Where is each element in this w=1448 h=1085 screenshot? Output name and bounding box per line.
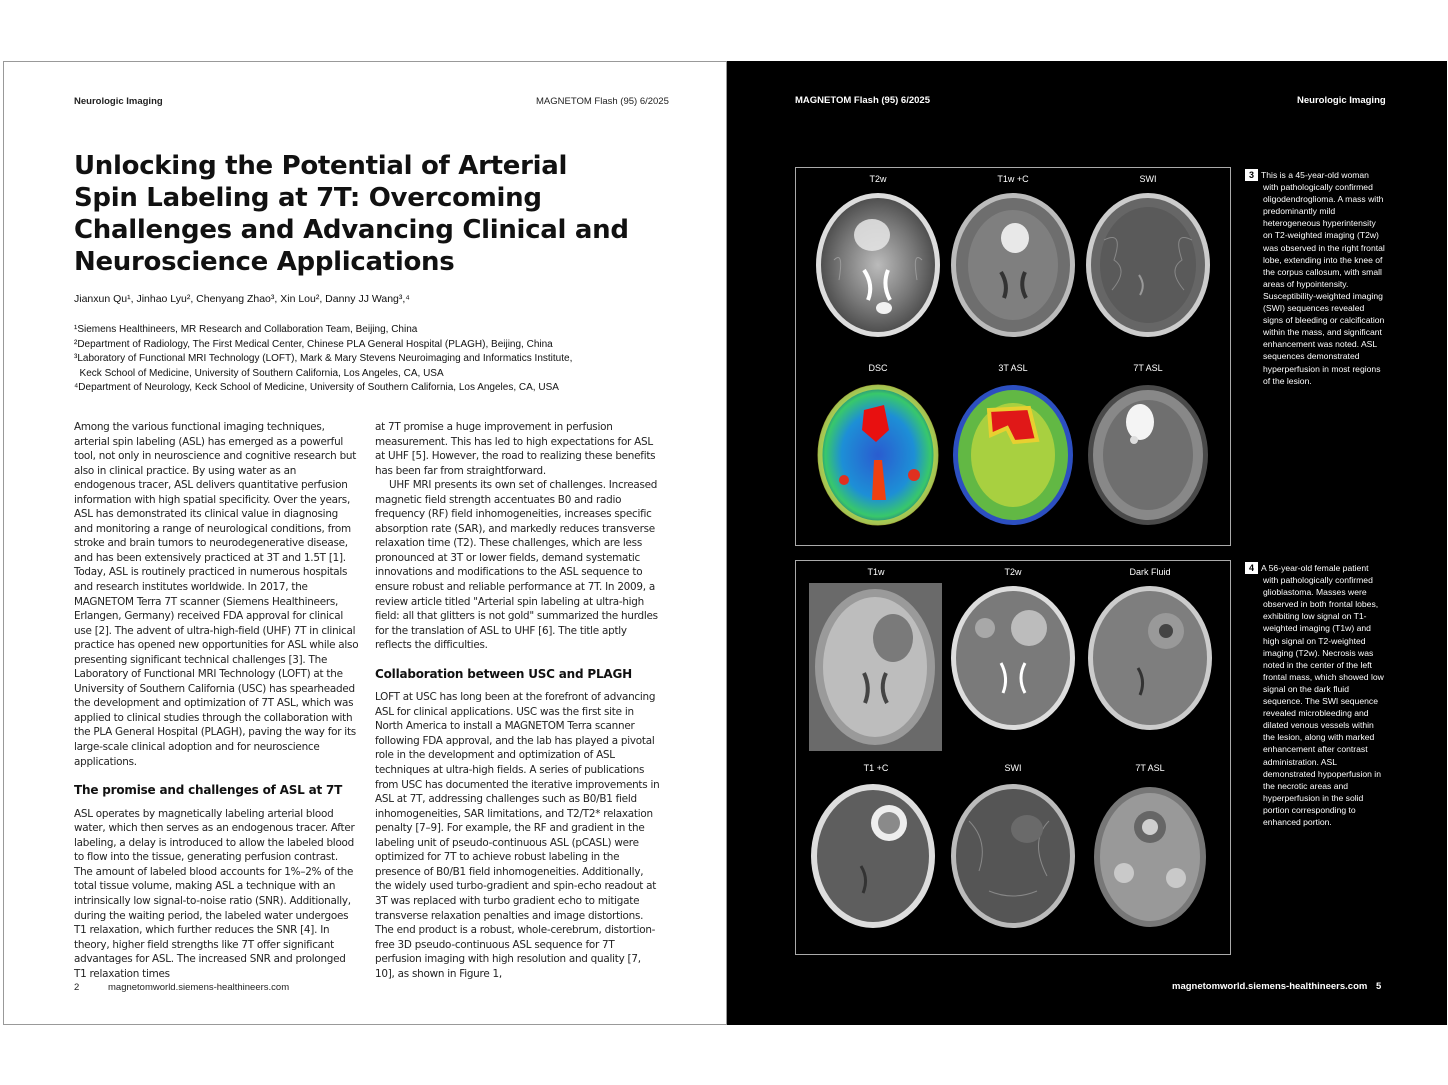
figure-label: 3T ASL bbox=[998, 363, 1028, 373]
footer-url[interactable]: magnetomworld.siemens-healthineers.com bbox=[108, 982, 290, 993]
paragraph: ASL operates by magnetically labeling arterial blood water, which then serves as an endogenous tracer. After labeling, a delay is introduced to allow the labeled blood to flow into the tissue, generating perfusion contrast. The amount of labeled blood accounts for 1%–2% of the total tissue volume, making ASL a technique with an intrinsically low signal-to-noise ratio (SNR). Additionally, during the waiting period, the labeled water undergoes T1 relaxation, which further reduces the SNR [4]. In theory, higher field strengths like 7T offer significant advantages for ASL. The increased SNR and prolonged T1 relaxation times bbox=[74, 807, 355, 980]
authors: Jianxun Qu¹, Jinhao Lyu², Chenyang Zhao³, Xin Lou², Danny JJ Wang³,⁴ bbox=[74, 293, 410, 305]
mri-t1w-image bbox=[809, 583, 942, 751]
section-header: Neurologic Imaging bbox=[74, 96, 163, 107]
mri-t1-contrast-image bbox=[809, 781, 937, 931]
paragraph: at 7T promise a huge improvement in perfusion measurement. This has led to high expectations for ASL at UHF [5]. However, the road to realizing these benefits has been far from straightforward. bbox=[375, 421, 656, 477]
mri-swi-image bbox=[1084, 190, 1212, 340]
magazine-spread bbox=[3, 61, 1447, 1025]
affiliation: ⁴Department of Neurology, Keck School of Medicine, University of Southern California, Los Angeles, CA, USA bbox=[74, 382, 559, 393]
mri-dark-fluid-image bbox=[1086, 583, 1214, 733]
section-header: Neurologic Imaging bbox=[1297, 95, 1386, 106]
section-heading: Collaboration between USC and PLAGH bbox=[375, 666, 632, 681]
figure-label: T1w bbox=[867, 567, 885, 577]
figure-label: T2w bbox=[1004, 567, 1022, 577]
mri-swi-image bbox=[949, 781, 1077, 931]
text-column-2 bbox=[375, 420, 660, 981]
paragraph: Among the various functional imaging techniques, arterial spin labeling (ASL) has emerged as a powerful tool, not only in neuroscience and cognitive research but also in clinical practice. By using water as an endogenous tracer, ASL delivers quantitative perfusion information with high spatial specificity. Over the years, ASL has demonstrated its clinical value in diagnosing and monitoring a range of neurological conditions, from stroke and brain tumors to neurodegenerative disease, and has been extensively practiced at 3T and 1.5T [1]. Today, ASL is routinely practiced in numerous hospitals and research institutes worldwide. In 2017, the MAGNETOM Terra 7T scanner (Siemens Healthineers, Erlangen, Germany) received FDA approval for clinical use [2]. The advent of ultra-high-field (UHF) 7T in clinical practice has opened new opportunities for ASL while also presenting significant technical challenges [3]. The Laboratory of Functional MRI Technology (LOFT) at the University of Southern California (USC) has spearheaded the development and optimization of 7T ASL, which was applied to clinical studies through the collaboration with the PLA General Hospital (PLAGH), paving the way for its large-scale clinical adoption and for neuroscience applications. bbox=[74, 421, 359, 768]
figure-label: SWI bbox=[1139, 174, 1157, 184]
figure-4 bbox=[795, 560, 1231, 955]
page-number: 5 bbox=[1376, 981, 1382, 992]
affiliation: ¹Siemens Healthineers, MR Research and Collaboration Team, Beijing, China bbox=[74, 324, 418, 335]
section-heading: The promise and challenges of ASL at 7T bbox=[74, 783, 343, 798]
issue-header: MAGNETOM Flash (95) 6/2025 bbox=[795, 95, 930, 106]
mri-t2w-image bbox=[814, 190, 942, 340]
figure-3-caption bbox=[1248, 169, 1385, 387]
paragraph: LOFT at USC has long been at the forefront of advancing ASL for clinical applications. USC was the first site in North America to install a MAGNETOM Terra scanner following FDA approval, and the lab has played a pivotal role in the development and optimization of ASL techniques at ultra-high fields. A series of publications from USC has documented the iterative improvements in ASL at 7T, addressing challenges such as B0/B1 field inhomogeneities, SAR limitations, and T2/T2* relaxation penalty [7–9]. For example, the RF and gradient in the labeling unit of pseudo-continuous ASL (pCASL) were optimized for 7T to achieve robust labeling in the presence of B0/B1 field inhomogeneities. Additionally, the widely used turbo-gradient and spin-echo readout at 3T was replaced with turbo gradient echo to mitigate transverse relaxation penalties and image distortions. The end product is a robust, whole-cerebrum, distortion-free 3D pseudo-continuous ASL sequence for 7T perfusion imaging with high resolution and quality [7, 10], as shown in Figure 1, bbox=[375, 691, 660, 980]
figure-label: SWI bbox=[1004, 763, 1022, 773]
affiliation: ²Department of Radiology, The First Medical Center, Chinese PLA General Hospital (PLAGH), Beijing, China bbox=[74, 338, 553, 350]
issue-header: MAGNETOM Flash (95) 6/2025 bbox=[536, 96, 669, 107]
page-number: 2 bbox=[74, 982, 80, 993]
figure-label: T1 +C bbox=[863, 763, 889, 773]
paragraph: UHF MRI presents its own set of challenges. Increased magnetic field strength accentuates B0 and radio frequency (RF) field inhomogeneities, increases specific absorption rate (SAR), and markedly reduces transverse relaxation time (T2). These challenges, which are less pronounced at 3T or lower fields, demand systematic innovations and modifications to the ASL sequence to ensure robust and reliable performance at 7T. In 2009, a review article titled "Arterial spin labeling at ultra-high field: all that glitters is not gold" summarized the hurdles for the translation of ASL to UHF [6]. The title aptly reflects the difficulties. bbox=[375, 479, 658, 652]
affiliation: Keck School of Medicine, University of Southern California, Los Angeles, CA, USA bbox=[74, 367, 444, 379]
left-page bbox=[3, 61, 727, 1025]
mri-7t-asl-image bbox=[1086, 783, 1214, 931]
caption-text: A 56-year-old female patient with pathologically confirmed glioblastoma. Masses were observed in both frontal lobes, exhibiting low signal on T1-weighted imaging (T1w) and high signal on T2-weighted imaging (T2w). Necrosis was noted in the center of the left frontal mass, which showed low signal on the dark fluid sequence. The SWI sequence revealed microbleeding and dilated venous vessels within the lesion, along with marked enhancement after contrast administration. ASL demonstrated hypoperfusion in the necrotic areas and hyperperfusion in the solid portion corresponding to enhanced portion. bbox=[1261, 563, 1384, 827]
figure-3 bbox=[795, 167, 1231, 546]
figure-label: 7T ASL bbox=[1135, 763, 1165, 773]
figure-label: 7T ASL bbox=[1133, 363, 1163, 373]
figure-label: T1w +C bbox=[997, 174, 1029, 184]
figure-label: Dark Fluid bbox=[1129, 567, 1171, 577]
figure-label: T2w bbox=[869, 174, 887, 184]
mri-t2w-image bbox=[949, 583, 1077, 733]
affiliations bbox=[74, 323, 674, 396]
mri-t1w-contrast-image bbox=[949, 190, 1077, 340]
figure-label: DSC bbox=[868, 363, 888, 373]
mri-3t-asl-image bbox=[949, 380, 1077, 530]
figure-number: 3 bbox=[1245, 169, 1258, 181]
right-page bbox=[727, 61, 1447, 1025]
caption-text: This is a 45-year-old woman with pathologically confirmed oligodendroglioma. A mass with predominantly mild heterogeneous hyperintensity on T2-weighted imaging (T2w) was observed in the right frontal lobe, extending into the knee of the corpus callosum, with small areas of hypointensity. Susceptibility-weighted imaging (SWI) sequences revealed signs of bleeding or calcification within the mass, and significant enhancement was noted. ASL sequences demonstrated hyperperfusion in most regions of the lesion. bbox=[1261, 170, 1385, 386]
footer-url[interactable]: magnetomworld.siemens-healthineers.com bbox=[1172, 981, 1368, 992]
figure-4-caption bbox=[1248, 562, 1385, 828]
mri-7t-asl-image bbox=[1084, 380, 1212, 530]
article-title: Unlocking the Potential of Arterial Spin Labeling at 7T: Overcoming Challenges and Advancing Clinical and Neuroscience Applications bbox=[74, 151, 629, 277]
text-column-1 bbox=[74, 420, 359, 981]
affiliation: ³Laboratory of Functional MRI Technology (LOFT), Mark & Mary Stevens Neuroimaging and Informatics Institute, bbox=[74, 353, 573, 364]
figure-number: 4 bbox=[1245, 562, 1258, 574]
mri-dsc-perfusion-image bbox=[814, 380, 942, 530]
